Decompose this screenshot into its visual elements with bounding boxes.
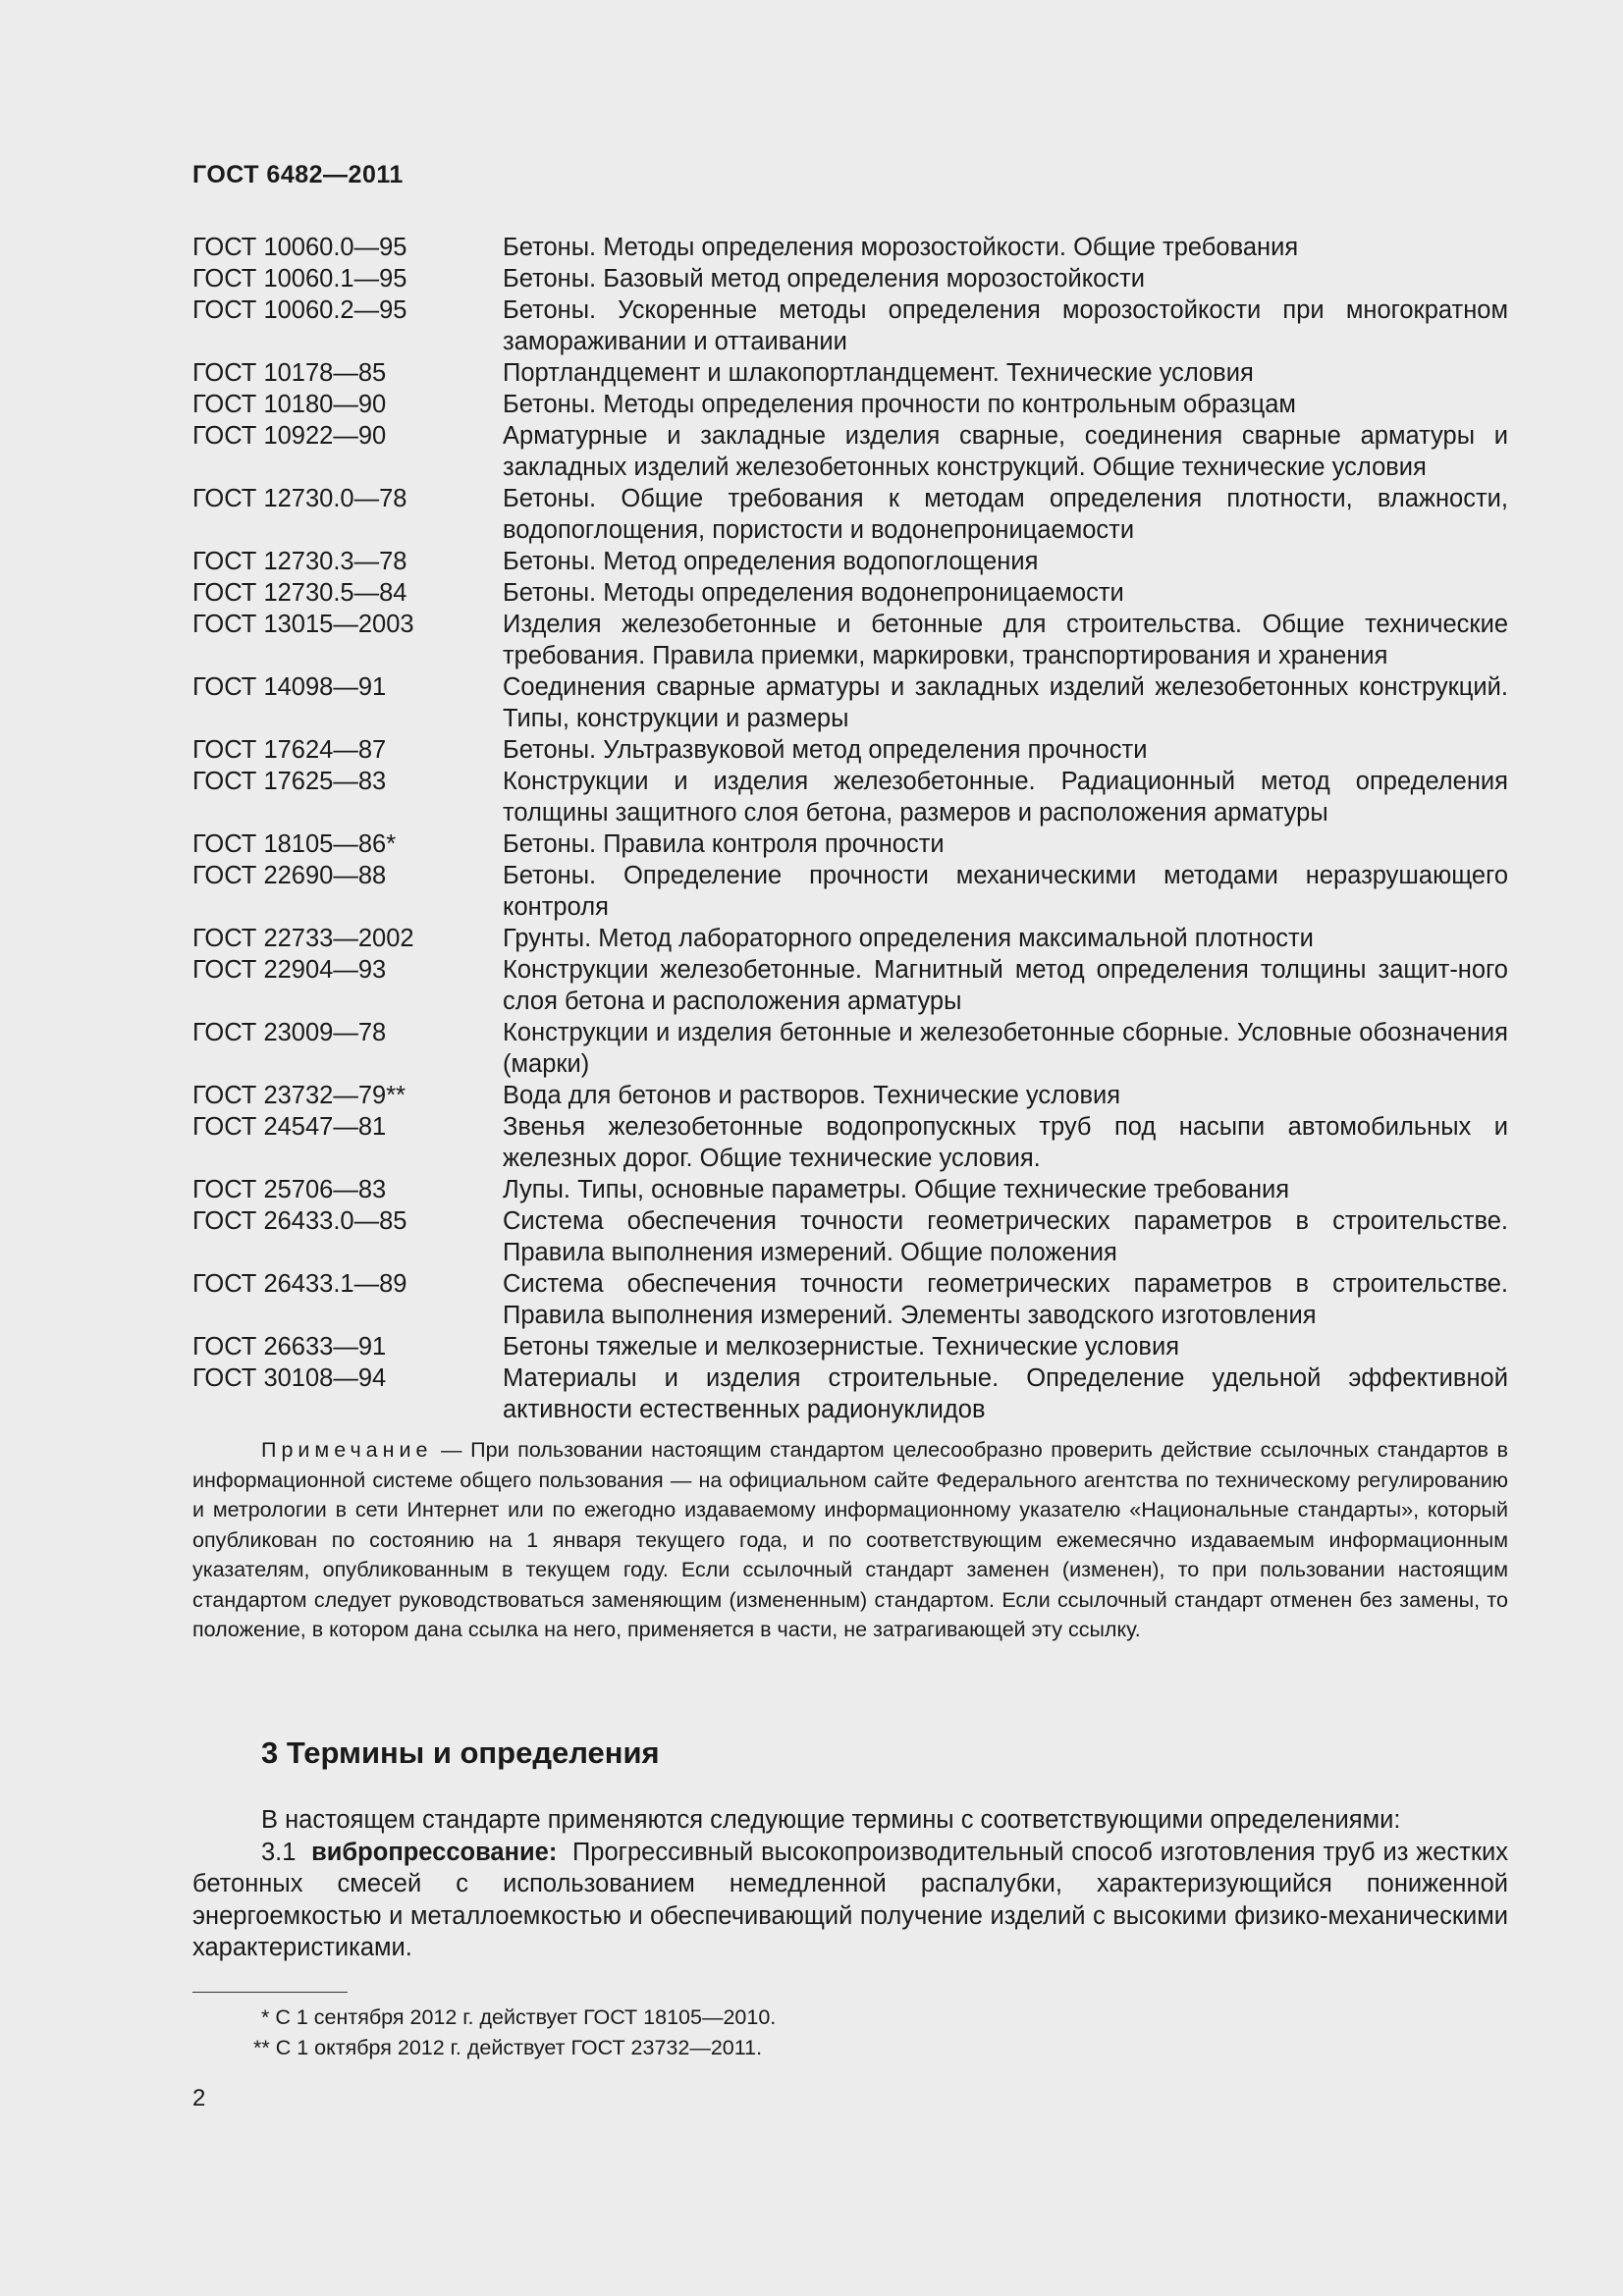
reference-description: Грунты. Метод лабораторного определения максимальной плотности — [503, 925, 1314, 952]
reference-row — [192, 1268, 1508, 1331]
reference-code: ГОСТ 10060.0—95 — [192, 234, 407, 261]
reference-description: Конструкции и изделия железобетонные. Радиационный метод определения толщины защитного слоя бетона, размеров и расположения арматуры — [503, 768, 1508, 827]
reference-code: ГОСТ 23732—79** — [192, 1082, 406, 1109]
reference-row — [192, 294, 1508, 357]
document-header: ГОСТ 6482—2011 — [192, 161, 404, 188]
reference-description: Звенья железобетонные водопропускных труб под насыпи автомобильных и железных дорог. Общие технические условия. — [503, 1113, 1508, 1172]
reference-code: ГОСТ 26433.1—89 — [192, 1270, 407, 1298]
reference-code: ГОСТ 13015—2003 — [192, 611, 414, 638]
footnote-2: ** С 1 октября 2012 г. действует ГОСТ 23732—2011. — [253, 2036, 763, 2059]
reference-row — [192, 389, 1508, 420]
reference-description: Бетоны. Методы определения прочности по контрольным образцам — [503, 391, 1296, 418]
reference-description: Бетоны. Методы определения водонепроницаемости — [503, 579, 1124, 607]
reference-description: Вода для бетонов и растворов. Технические условия — [503, 1082, 1121, 1109]
reference-code: ГОСТ 17624—87 — [192, 736, 387, 764]
footnotes — [253, 2002, 776, 2063]
reference-code: ГОСТ 26433.0—85 — [192, 1207, 407, 1235]
reference-code: ГОСТ 10922—90 — [192, 422, 387, 450]
reference-row — [192, 923, 1508, 954]
reference-description: Материалы и изделия строительные. Определение удельной эффективной активности естественных радионуклидов — [503, 1364, 1508, 1423]
reference-row — [192, 860, 1508, 923]
term-text: Прогрессивный высокопроизводительный способ изготовления труб из жестких бетонных смесей с использованием немедленной распалубки, характеризующийся пониженной энергоемкостью и металлоемкостью и обеспечивающий получение изделий с высокими физико-механическими характеристиками. — [192, 1838, 1509, 1961]
reference-description: Портландцемент и шлакопортландцемент. Технические условия — [503, 359, 1254, 387]
reference-description: Соединения сварные арматуры и закладных изделий железобетонных конструкций. Типы, конструкции и размеры — [503, 673, 1508, 732]
reference-code: ГОСТ 10180—90 — [192, 391, 387, 418]
reference-description: Бетоны. Ускоренные методы определения морозостойкости при многократном замораживании и оттаивании — [503, 296, 1508, 355]
reference-description: Бетоны. Методы определения морозостойкости. Общие требования — [503, 234, 1299, 261]
reference-code: ГОСТ 10060.2—95 — [192, 296, 407, 324]
term-number: 3.1 — [261, 1838, 297, 1866]
reference-description: Бетоны тяжелые и мелкозернистые. Технические условия — [503, 1333, 1179, 1361]
reference-row — [192, 357, 1508, 389]
reference-code: ГОСТ 18105—86* — [192, 830, 397, 858]
reference-row — [192, 828, 1508, 860]
page-number: 2 — [192, 2085, 206, 2111]
section-intro: В настоящем стандарте применяются следующие термины с соответствующими определениями: — [261, 1806, 1401, 1834]
note-dash: — — [432, 1438, 471, 1462]
section-body — [192, 1804, 1508, 1964]
reference-description: Система обеспечения точности геометрических параметров в строительстве. Правила выполнения измерений. Элементы заводского изготовления — [503, 1270, 1508, 1329]
reference-description: Конструкции и изделия бетонные и железобетонные сборные. Условные обозначения (марки) — [503, 1019, 1508, 1078]
term-name: вибропрессование: — [311, 1838, 558, 1866]
reference-description: Арматурные и закладные изделия сварные, соединения сварные арматуры и закладных изделий железобетонных конструкций. Общие технические условия — [503, 422, 1508, 481]
reference-code: ГОСТ 25706—83 — [192, 1176, 387, 1203]
note-text: При пользовании настоящим стандартом целесообразно проверить действие ссылочных стандартов в информационной системе общего пользования — на официальном сайте Федерального агентства по техническому регулированию и метрологии в сети Интернет или по ежегодно издаваемому информационному указателю «Национальные стандарты», который опубликован по состоянию на 1 января текущего года, и по соответствующим ежемесячно издаваемым информационным указателям, опубликованным в текущем году. Если ссылочный стандарт заменен (изменен), то при пользовании настоящим стандартом следует руководствоваться заменяющим (измененным) стандартом. Если ссылочный стандарт отменен без замены, то положение, в котором дана ссылка на него, применяется в части, не затрагивающей эту ссылку. — [192, 1438, 1508, 1641]
reference-description: Бетоны. Правила контроля прочности — [503, 830, 945, 858]
reference-code: ГОСТ 14098—91 — [192, 673, 387, 701]
reference-code: ГОСТ 26633—91 — [192, 1333, 387, 1361]
reference-code: ГОСТ 30108—94 — [192, 1364, 387, 1392]
reference-code: ГОСТ 22690—88 — [192, 862, 387, 889]
term-definition — [192, 1837, 1508, 1964]
reference-code: ГОСТ 12730.3—78 — [192, 548, 407, 575]
reference-row — [192, 232, 1508, 263]
reference-row — [192, 1111, 1508, 1174]
reference-description: Бетоны. Базовый метод определения морозостойкости — [503, 265, 1146, 293]
reference-row — [192, 1205, 1508, 1268]
footnote-separator — [192, 1992, 348, 1993]
reference-description: Конструкции железобетонные. Магнитный метод определения толщины защит-ного слоя бетона и расположения арматуры — [503, 956, 1508, 1015]
reference-code: ГОСТ 24547—81 — [192, 1113, 387, 1141]
reference-code: ГОСТ 10060.1—95 — [192, 265, 407, 293]
reference-row — [192, 671, 1508, 734]
reference-code: ГОСТ 23009—78 — [192, 1019, 387, 1046]
reference-description: Бетоны. Общие требования к методам определения плотности, влажности, водопоглощения, пористости и водонепроницаемости — [503, 485, 1508, 544]
reference-description: Бетоны. Определение прочности механическими методами неразрушающего контроля — [503, 862, 1508, 921]
reference-row — [192, 609, 1508, 671]
reference-description: Система обеспечения точности геометрических параметров в строительстве. Правила выполнения измерений. Общие положения — [503, 1207, 1508, 1266]
reference-row — [192, 954, 1508, 1017]
reference-row — [192, 766, 1508, 828]
reference-code: ГОСТ 22733—2002 — [192, 925, 414, 952]
reference-row — [192, 734, 1508, 766]
reference-code: ГОСТ 12730.0—78 — [192, 485, 407, 512]
reference-code: ГОСТ 22904—93 — [192, 956, 387, 984]
section-title: 3 Термины и определения — [261, 1735, 660, 1770]
reference-row — [192, 420, 1508, 483]
reference-row — [192, 483, 1508, 546]
reference-description: Лупы. Типы, основные параметры. Общие технические требования — [503, 1176, 1290, 1203]
note-label: Примечание — [261, 1438, 433, 1462]
normative-references-list — [192, 232, 1508, 1425]
reference-description: Бетоны. Метод определения водопоглощения — [503, 548, 1039, 575]
reference-row — [192, 577, 1508, 609]
reference-row — [192, 1362, 1508, 1425]
reference-code: ГОСТ 12730.5—84 — [192, 579, 407, 607]
reference-row — [192, 1174, 1508, 1205]
reference-row — [192, 1331, 1508, 1362]
note-paragraph — [192, 1435, 1508, 1645]
reference-row — [192, 263, 1508, 294]
reference-description: Изделия железобетонные и бетонные для строительства. Общие технические требования. Правила приемки, маркировки, транспортирования и хранения — [503, 611, 1508, 669]
reference-code: ГОСТ 10178—85 — [192, 359, 387, 387]
reference-description: Бетоны. Ультразвуковой метод определения прочности — [503, 736, 1148, 764]
reference-row — [192, 546, 1508, 577]
reference-code: ГОСТ 17625—83 — [192, 768, 387, 795]
reference-row — [192, 1080, 1508, 1111]
footnote-1: * С 1 сентября 2012 г. действует ГОСТ 18105—2010. — [261, 2005, 777, 2029]
reference-row — [192, 1017, 1508, 1080]
